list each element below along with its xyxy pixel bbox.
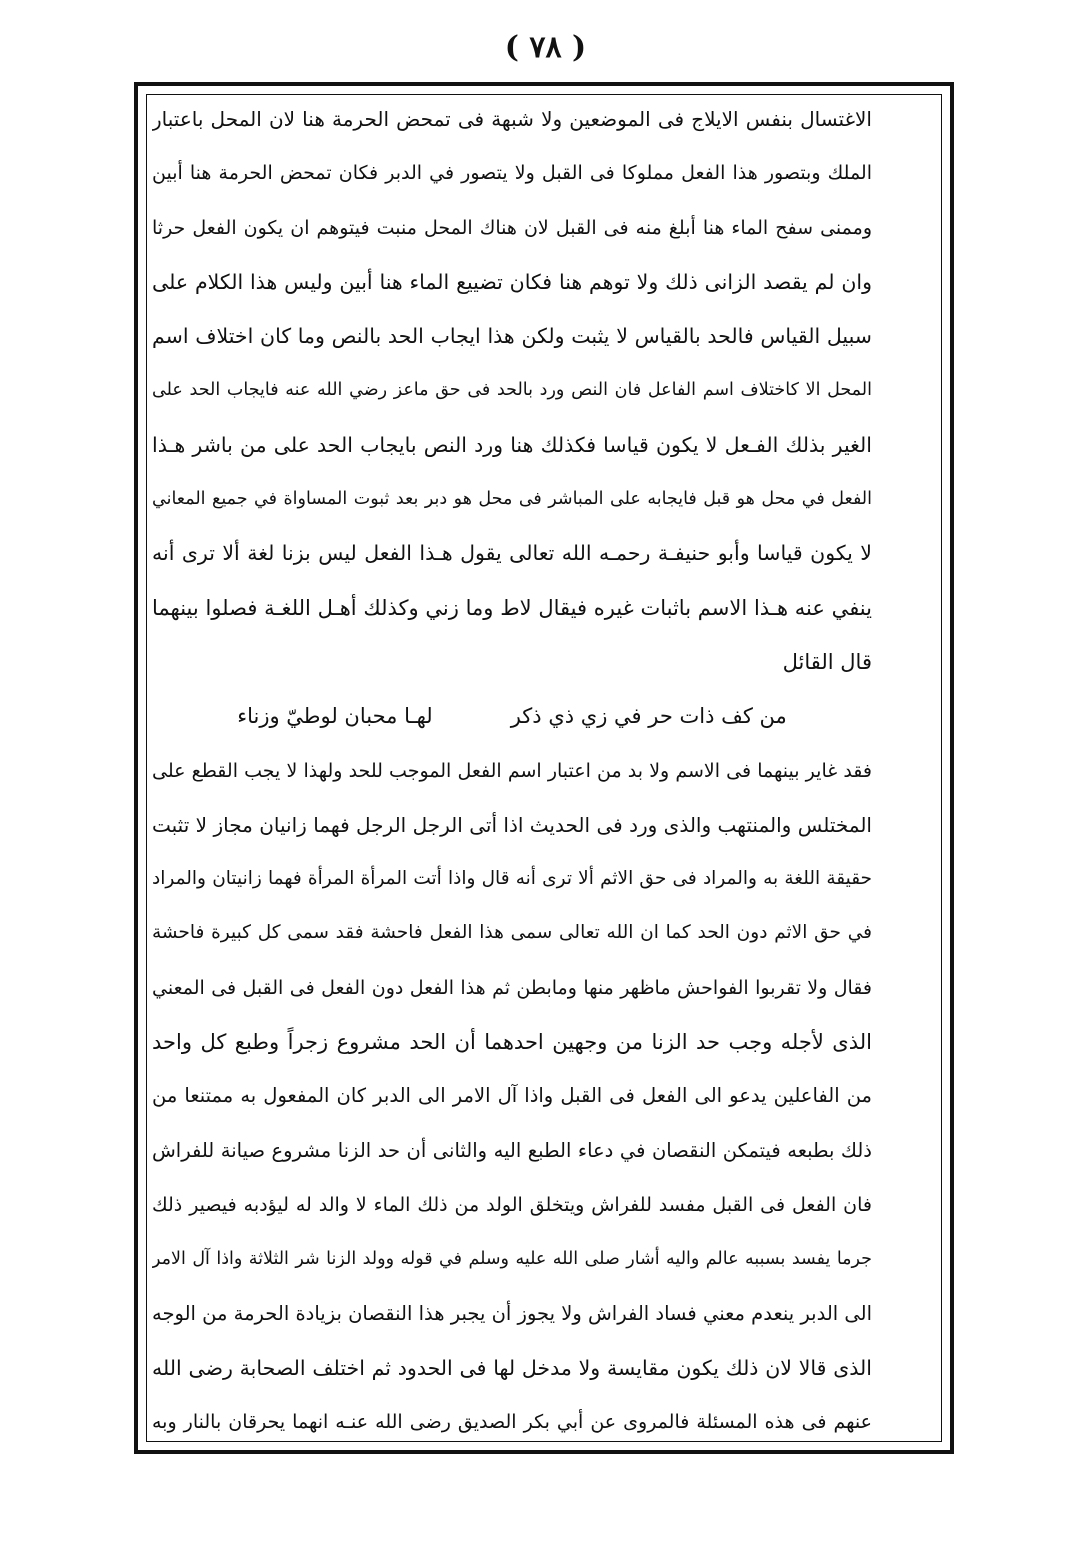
text-line: فقد غاير بينهما فى الاسم ولا بد من اعتبار اسم الفعل الموجب للحد ولهذا لا يجب القطع على (152, 759, 872, 782)
page-body (152, 92, 872, 1449)
text-line: الى الدبر ينعدم معني فساد الفراش ولا يجوز أن يجبر هذا النقصان بزيادة الحرمة من الوجه (152, 1301, 872, 1325)
text-line: حقيقة اللغة به والمراد فى حق الاثم ألا ترى أنه قال واذا أتت المرأة المرأة فهما زانيتان والمراد (152, 868, 872, 890)
text-line: الغير بذلك الفـعل لا يكون قياسا فكذلك هنا ورد النص بايجاب الحد على من باشر هـذا (152, 432, 872, 457)
text-line: الملك وبتصور هذا الفعل مملوكا فى القبل ولا يتصور في الدبر فكان تمحض الحرمة هنا أبين (152, 162, 872, 185)
text-line: فقال ولا تقربوا الفواحش ماظهر منها ومابطن ثم هذا الفعل دون الفعل فى القبل فى المعني (152, 976, 872, 999)
verse-first-hemistich: من كف ذات حر في زي ذي ذكر (510, 704, 787, 729)
text-line: المحل الا كاختلاف اسم الفاعل فان النص ورد بالحد فى حق ماعز رضي الله عنه فايجاب الحد على (152, 380, 872, 401)
verse-second-hemistich: لهـا محبان لوطيّ وزناء (237, 704, 433, 729)
text-line: وان لم يقصد الزانى ذلك ولا توهم هنا فكان تضييع الماء هنا أبين وليس هذا الكلام على (152, 269, 872, 294)
text-line: عنهم فى هذه المسئلة فالمروى عن أبي بكر الصديق رضى الله عنـه انهما يحرقان بالنار وبه (152, 1411, 872, 1434)
verse-lead-line: قال القائل (782, 649, 872, 674)
poetry-verse (152, 689, 872, 743)
text-line: في حق الاثم دون الحد كما ان الله تعالى سمى هذا الفعل فاحشة فقد سمى كل كبيرة فاحشة (152, 922, 872, 944)
text-line: الذى لأجله وجب حد الزنا من وجهين احدهما أن الحد مشروع زجراً وطبع كل واحد (152, 1030, 872, 1055)
page-number: ( ٧٨ ) (504, 30, 587, 65)
text-line: فان الفعل فى القبل مفسد للفراش ويتخلق الولد من ذلك الماء لا والد له ليؤدبه فيصير ذلك (152, 1193, 872, 1216)
text-line: جرما يفسد بسببه عالم واليه أشار صلى الله عليه وسلم في قوله وولد الزنا شر الثلاثة واذا آل الامر (152, 1249, 872, 1270)
text-line: لا يكون قياسا وأبو حنيفـة رحمـه الله تعالى يقول هـذا الفعل ليس بزنا لغة ألا ترى أنه (152, 541, 872, 566)
text-line: من الفاعلين يدعو الى الفعل فى القبل واذا آل الامر الى الدبر كان المفعول به ممتنعا من (152, 1084, 872, 1108)
text-line: وممنى سفح الماء هنا أبلغ منه فى القبل لان هناك المحل منبت فيتوهم ان يكون الفعل حرثا (152, 216, 872, 239)
text-line: المختلس والمنتهب والذى ورد فى الحديث اذا أتى الرجل الرجل فهما زانيان مجاز لا تثبت (152, 812, 872, 837)
text-line: سبيل القياس فالحد بالقياس لا يثبت ولكن هذا ايجاب الحد بالنص وما كان اختلاف اسم (152, 324, 872, 349)
text-line: ينفي عنه هـذا الاسم باثبات غيره فيقال لاط وما زني وكذلك أهـل اللغـة فصلوا بينهما (152, 595, 872, 620)
text-line: الاغتسال بنفس الايلاج فى الموضعين ولا شبهة فى تمحض الحرمة هنا لان المحل باعتبار (152, 107, 872, 131)
text-line: الذى قالا لان ذلك يكون مقايسة ولا مدخل لها فى الحدود ثم اختلف الصحابة رضى الله (152, 1355, 872, 1380)
text-line: الفعل في محل هو قبل فايجابه على المباشر فى محل هو دبر بعد ثبوت المساواة في جميع المعاني (152, 489, 872, 510)
text-line: ذلك بطبعه فيتمكن النقصان في دعاء الطبع اليه والثانى أن حد الزنا مشروع صيانة للفراش (152, 1138, 872, 1162)
